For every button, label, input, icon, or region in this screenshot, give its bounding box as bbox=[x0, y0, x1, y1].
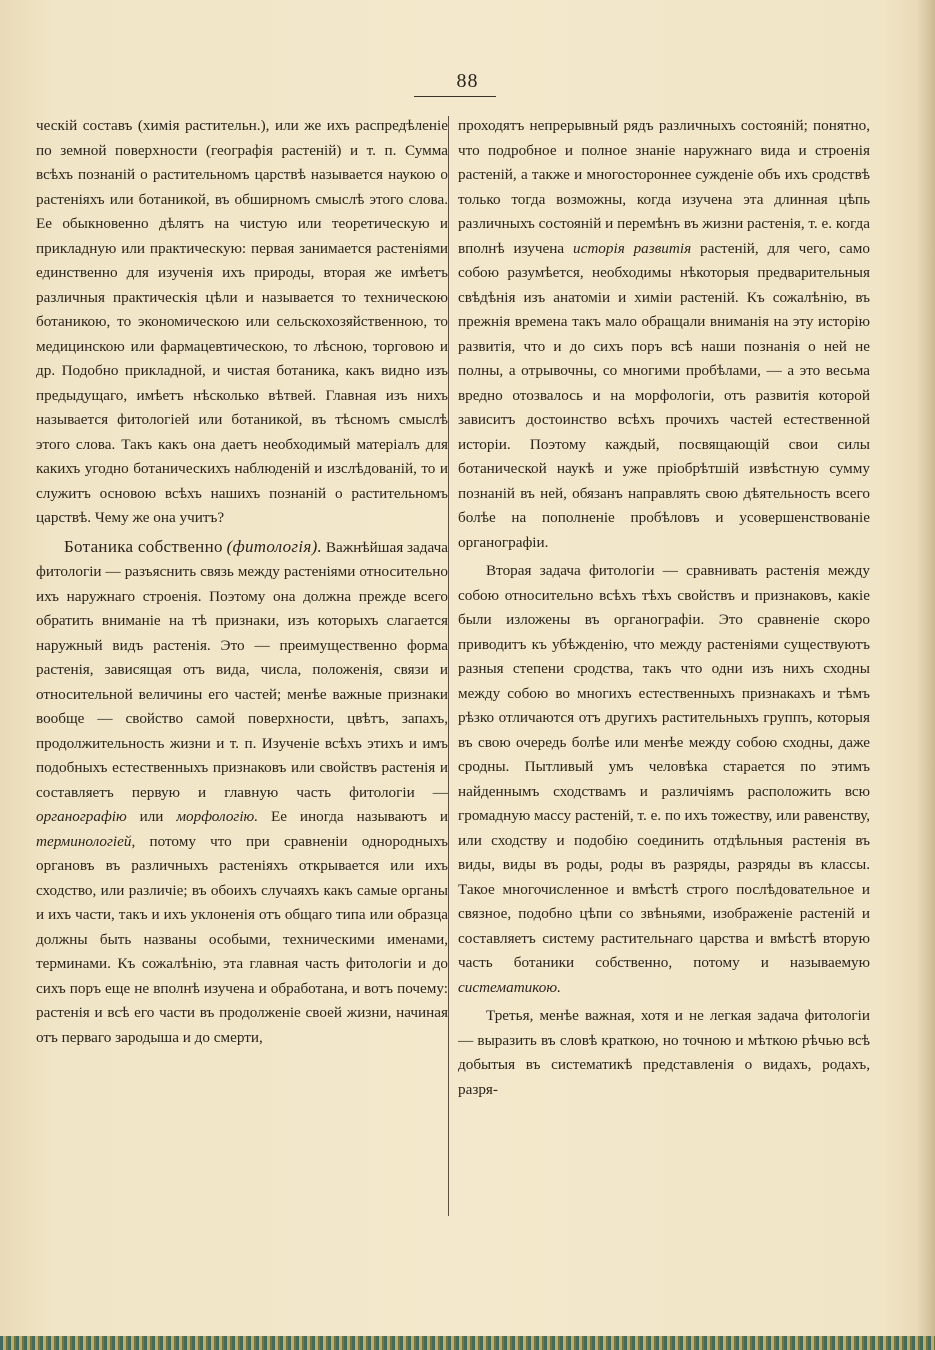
left-paragraph-1: ческій составъ (химія растительн.), или же ихъ распредѣленіе по земной поверхности (географія растеній) и т. п. Сумма всѣхъ познаній о растительномъ царствѣ называется наукою о растеніяхъ или ботаникой, въ обширномъ смыслѣ этого слова. Ее обыкновенно дѣлятъ на чистую или теоретическую и прикладную или практическую: первая занимается растеніями единственно для изученія ихъ природы, вторая же имѣетъ различныя практическія цѣли и называется то техническою ботаникою, то экономическою или сельскохозяйственною, то медицинскою или фармацевтическою, то лѣсною, торговою и др. Подобно прикладной, и чистая ботаника, какъ видно изъ предыдущаго, имѣетъ нѣсколько вѣтвей. Главная изъ нихъ называется фитологіей или ботаникой, въ тѣсномъ смыслѣ этого слова. Такъ какъ она даетъ необходимый матеріалъ для какихъ угодно ботаническихъ наблюденій и изслѣдованій, то и служитъ основою всѣхъ нашихъ познаній о растительномъ царствѣ. Чему же она учитъ? bbox=[36, 117, 448, 526]
right-paragraph-1 bbox=[458, 114, 870, 555]
page-number: 88 bbox=[456, 70, 479, 92]
scan-color-strip bbox=[0, 1336, 935, 1350]
left-paragraph-2-text-c: потому что при сравненіи однородныхъ органовъ въ различныхъ растеніяхъ открывается или ихъ сходство, или различіе; въ обоихъ случаяхъ какъ самые органы и ихъ части, такъ и ихъ уклоненія отъ общаго типа или образца должны быть названы особыми, техническими именами, терминами. Къ сожалѣнію, эта главная часть фитологіи и до сихъ поръ еще не вполнѣ изучена и обработана, и вотъ почему: растенія и всѣ его части въ продолженіе своей жизни, начиная отъ перваго зародыша и до смерти, bbox=[36, 832, 449, 1046]
page-number-rule bbox=[414, 96, 496, 97]
term-history-of-development: исторія развитія bbox=[572, 239, 692, 257]
term-terminology: терминологіей, bbox=[36, 832, 136, 850]
right-paragraph-1-text-a: проходятъ непрерывный рядъ различныхъ состояній; понятно, что подробное и полное знаніе наружнаго вида и строенія растеній, а также и многостороннее сужденіе объ ихъ сродствѣ только тогда возможны, когда изучена эта длинная цѣпь различныхъ состояній и перемѣнъ въ жизни растенія, т. е. когда вполнѣ изучена bbox=[458, 117, 870, 257]
right-paragraph-1-text-b: растеній, для чего, само собою разумѣется, необходимы нѣкоторыя предварительныя свѣдѣнія изъ анатоміи и химіи растеній. Къ сожалѣнію, въ прежнія времена такъ мало обращали вниманія на эту исторію развитія, что и до сихъ поръ всѣ наши познанія о ней не полны, а отрывочны, со многими пробѣлами, — а это весьма вредно отозвалось и на морфологіи, отъ развитія которой зависитъ достоинство всѣхъ прочихъ частей естественной исторіи. Поэтому каждый, посвящающій свои силы ботанической наукѣ и уже пріобрѣтшій извѣстную сумму познаній въ ней, обязанъ направлять свою дѣятельность всего болѣе на пополненіе пробѣловъ и усовершенствованіе органографіи. bbox=[458, 239, 871, 551]
section-heading: Ботаника собственно bbox=[64, 536, 223, 556]
right-paragraph-3: Третья, менѣе важная, хотя и не легкая задача фитологіи — выразить въ словѣ краткою, но точною и мѣткою рѣчью всѣ добытыя въ систематикѣ представленія о видахъ, родахъ, разря- bbox=[458, 1007, 870, 1098]
right-paragraph-2 bbox=[458, 559, 870, 1000]
conjunction-or: или bbox=[139, 808, 164, 825]
left-column bbox=[36, 114, 448, 1050]
left-paragraph-2-text-b: Ее иногда называютъ и bbox=[270, 808, 449, 825]
right-paragraph-2-text: Вторая задача фитологіи — сравнивать растенія между собою относительно всѣхъ тѣхъ свойствъ и признаковъ, какіе были изложены въ органографіи. Это сравненіе скоро приводитъ къ убѣжденію, что между растеніями существуютъ разныя степени сродства, такъ что одни изъ нихъ сходны между собою во многихъ естественныхъ признакахъ и тѣмъ рѣзко отличаются отъ другихъ растительныхъ группъ, которыя въ свою очередь болѣе или менѣе между собою сходны, даже сродны. Пытливый умъ человѣка старается по этимъ найденнымъ сходствамъ и различіямъ расположить всю громадную массу растеній, т. е. по ихъ тожеству, или равенству, или сходству и подобію соединить отдѣльныя растенія въ виды, виды въ роды, роды въ разряды, разряды въ классы. Такое многочисленное и вмѣстѣ строго послѣдовательное и связное, подобно цѣпи со звѣньями, изображеніе растеній и составляетъ систему растительнаго царства и вмѣстѣ вторую часть ботаники собственно, потому и называемую bbox=[458, 562, 870, 971]
column-divider bbox=[448, 116, 449, 1216]
term-organography: органографію bbox=[36, 808, 127, 825]
section-heading-italic: (фитологія). bbox=[226, 536, 323, 556]
left-paragraph-2 bbox=[36, 535, 448, 1051]
term-morphology: морфологію. bbox=[176, 808, 259, 825]
page-edge-shadow bbox=[917, 0, 935, 1350]
term-systematics: систематикою. bbox=[458, 978, 561, 996]
right-column bbox=[458, 114, 870, 1102]
left-paragraph-2-text-a: Важнѣйшая задача фитологіи — разъяснить связь между растеніями относительно ихъ наружнаго строенія. Поэтому она должна прежде всего обратить вниманіе на тѣ признаки, изъ которыхъ слагается наружный видъ растенія. Это — преимущественно форма растенія, зависящая отъ вида, числа, положенія, связи и относительной величины его частей; менѣе важные признаки вообще — свойство самой поверхности, цвѣтъ, запахъ, продолжительность жизни и т. п. Изученіе всѣхъ этихъ и имъ подобныхъ естественныхъ признаковъ или свойствъ растенія и составляетъ первую и главную часть фитологіи — bbox=[36, 538, 449, 801]
